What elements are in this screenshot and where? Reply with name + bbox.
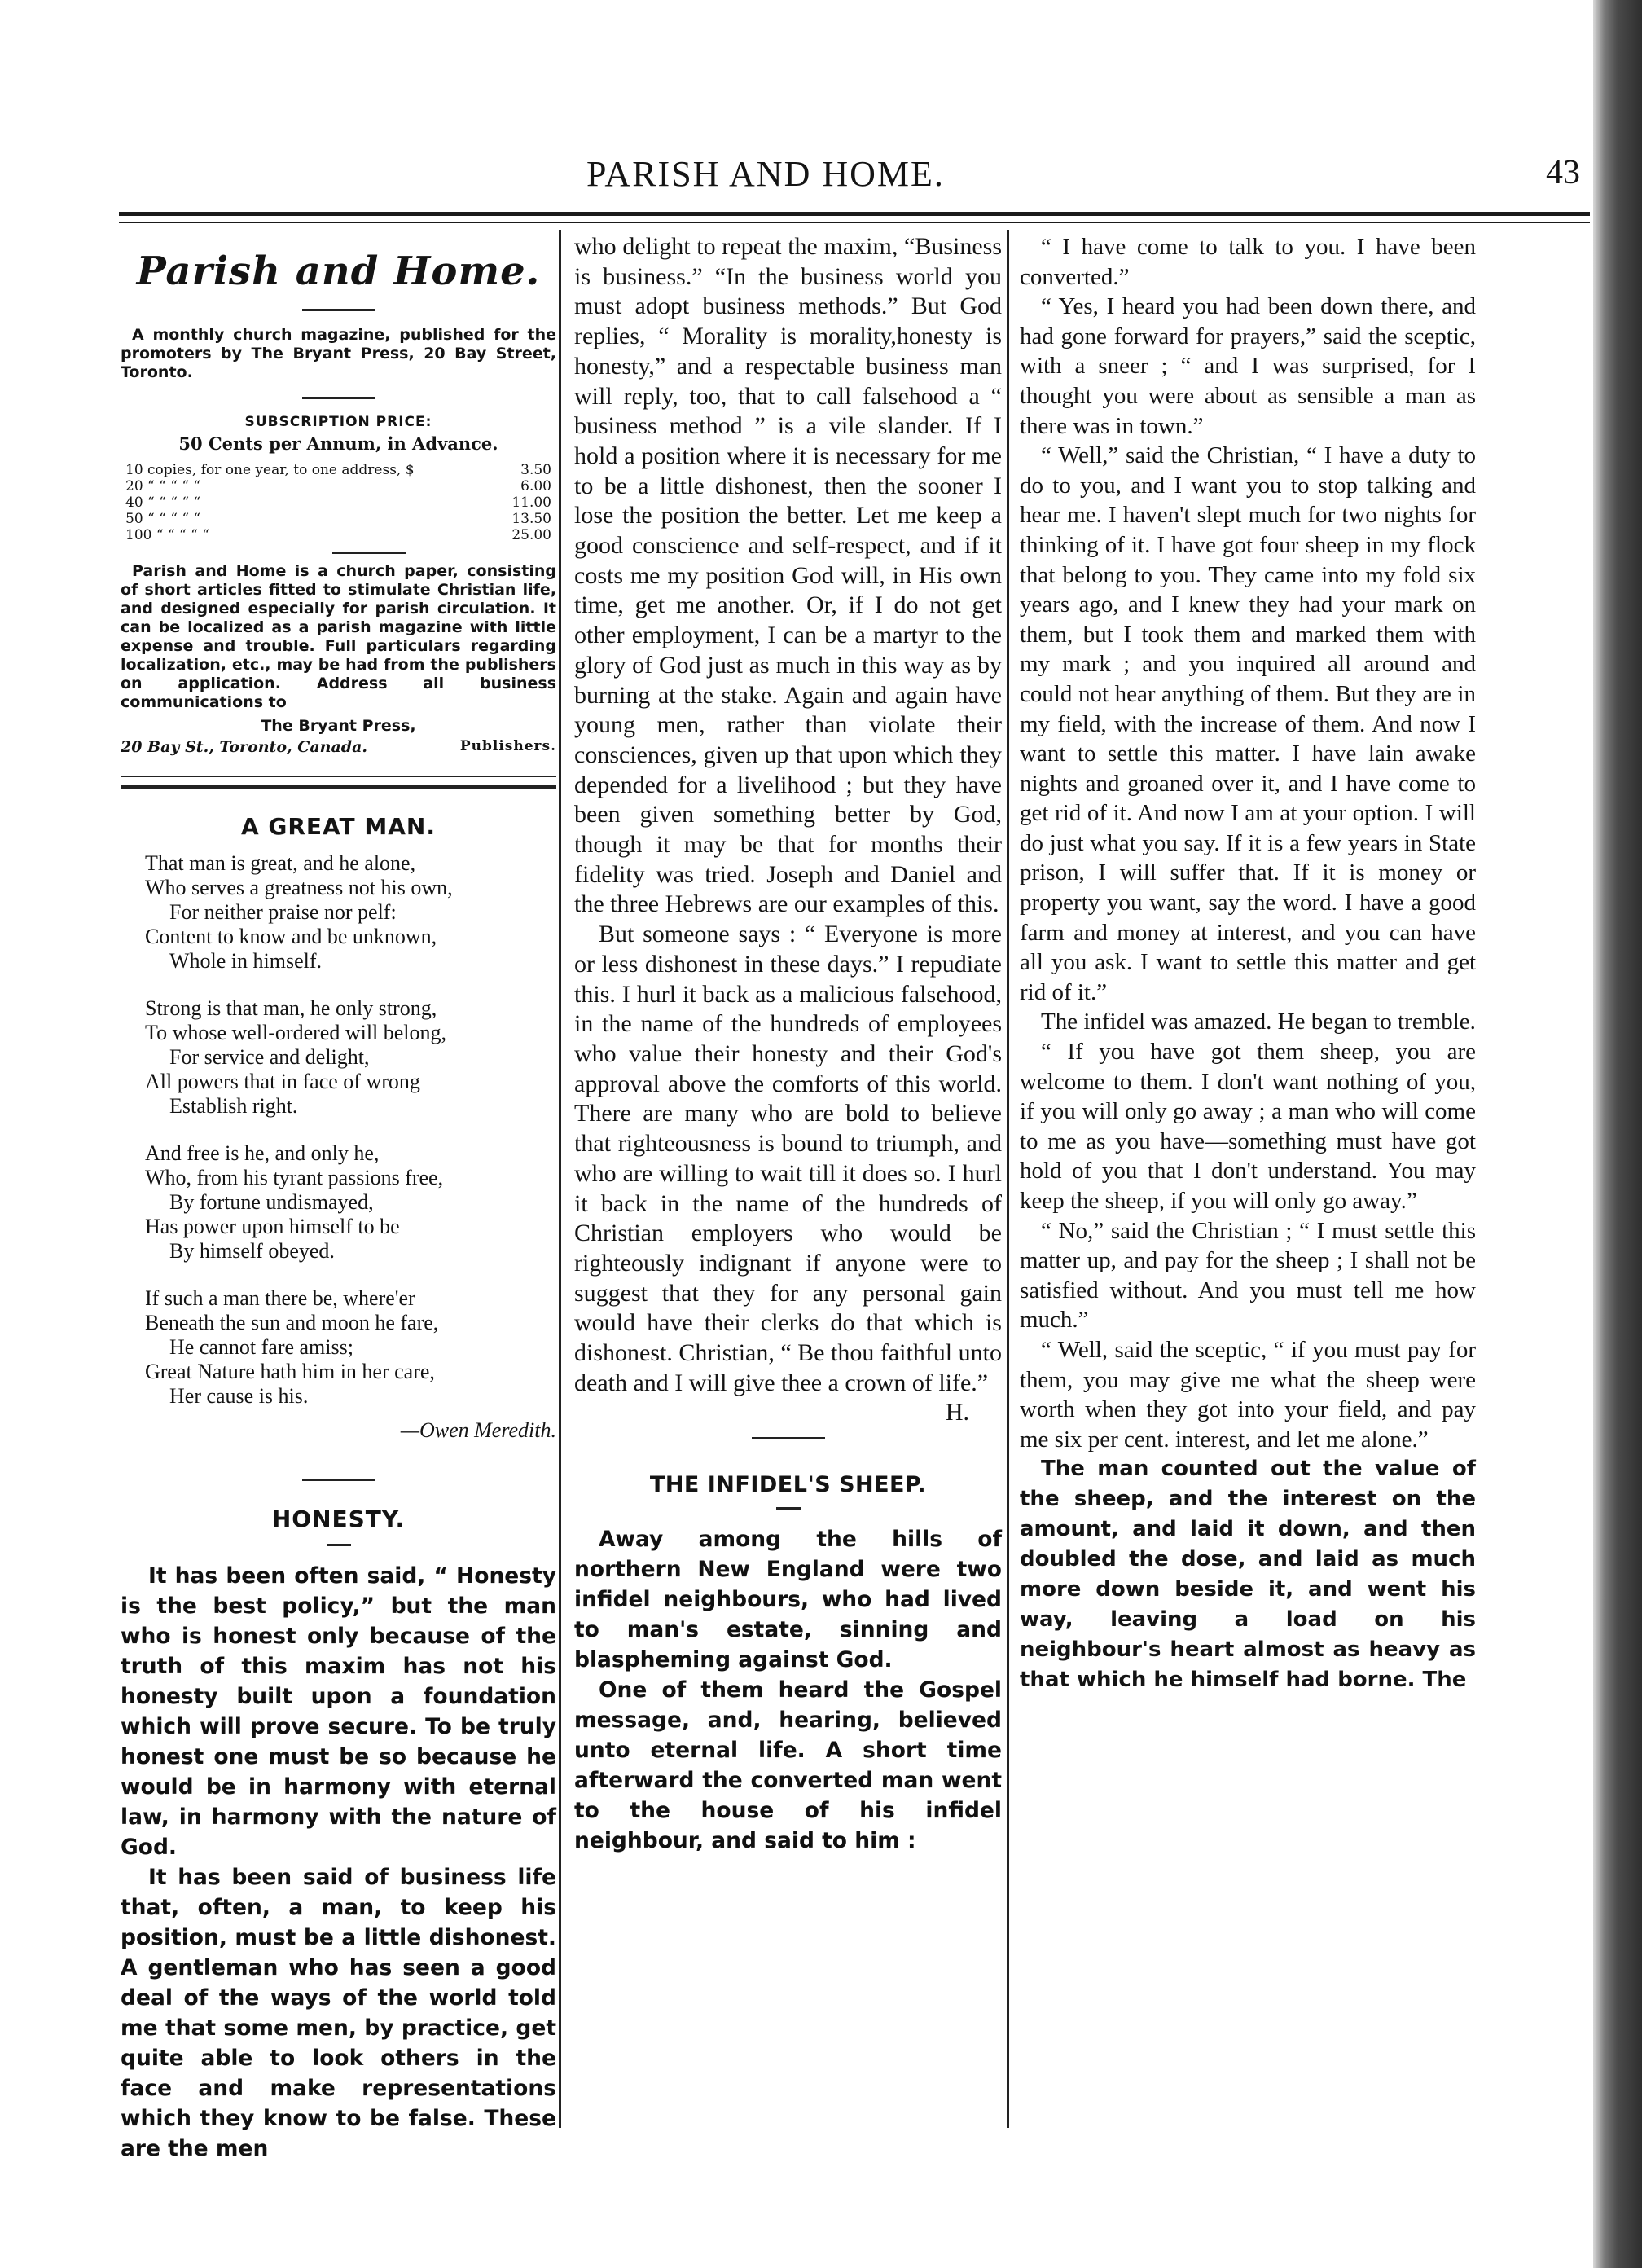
honesty-paragraph: It has been said of business life that, often, a man, to keep his position, must be a little dishonest. A gentleman who has seen a good deal of the ways of the world told me that some men, by practice, get quite able to look others in the face and make representations which they know to be false. These are the men <box>121 1865 556 2161</box>
poem-line: By fortune undismayed, <box>169 1190 374 1214</box>
rate-copies: 50 “ “ “ “ “ <box>125 511 201 527</box>
rate-price: 13.50 <box>511 511 551 527</box>
rate-copies: 20 “ “ “ “ “ <box>125 478 201 494</box>
table-row <box>121 462 556 478</box>
table-row <box>121 478 556 494</box>
body-paragraph: The infidel was amazed. He began to tremble. <box>1041 1009 1476 1035</box>
section-divider <box>121 776 556 789</box>
rate-price: 25.00 <box>511 527 551 543</box>
rate-copies: 10 copies, for one year, to one address, $ <box>125 462 415 478</box>
body-paragraph: “ If you have got them sheep, you are welcome to them. I don't want nothing of you, if you will only go away ; a man who will come to me as you have—something must have got hold of you that I don't understand. You may keep the sheep, if you will only go away.” <box>1020 1039 1476 1214</box>
rates-table <box>121 462 556 543</box>
poem-body <box>145 851 556 1443</box>
table-row <box>121 494 556 511</box>
masthead-title: Parish and Home. <box>136 248 541 294</box>
body-paragraph: “ Well, said the sceptic, “ if you must pay for them, you may give me what the sheep were worth when they got into your field, and pay me six per cent. interest, and let me alone.” <box>1020 1336 1476 1453</box>
body-paragraph: “ I have come to talk to you. I have been converted.” <box>1020 234 1476 290</box>
poem-title: A GREAT MAN. <box>240 813 437 840</box>
poem-line: Content to know and be unknown, <box>145 925 437 948</box>
column-divider <box>559 230 561 2128</box>
poem-line: That man is great, and he alone, <box>145 851 416 875</box>
poem-line: If such a man there be, where'er <box>145 1286 415 1310</box>
poem-line: Great Nature hath him in her care, <box>145 1360 435 1383</box>
divider <box>302 1479 375 1481</box>
divider <box>752 1437 825 1439</box>
running-title: PARISH AND HOME. <box>586 154 945 194</box>
body-paragraph: The man counted out the value of the sheep, and the interest on the amount, and laid it down, and then doubled the dose, and laid as much more down beside it, and went his way, leaving a load on his neighbour's heart almost as heavy as that which he himself had borne. The <box>1020 1457 1476 1693</box>
divider <box>327 1544 351 1546</box>
body-paragraph: “ Yes, I heard you had been down there, and had gone forward for prayers,” said the sceptic, with a sneer ; “ and I was surprised, for I thought you were about as sensible a man as there was in town.” <box>1020 293 1476 439</box>
table-row <box>121 527 556 543</box>
body-paragraph: “ No,” said the Christian ; “ I must settle this matter up, and pay for the sheep ; I shall not be satisfied without. And you must tell me how much.” <box>1020 1217 1476 1334</box>
page-header <box>114 153 1580 202</box>
divider <box>302 309 375 311</box>
poem-line: Establish right. <box>169 1094 298 1118</box>
book-spine-edge <box>1593 0 1642 2268</box>
body-text: But someone says : “ Everyone is more or less dishonest in these days.” I repudiate this. I hurl it back as a malicious falsehood, in the name of the hundreds of employees who value their honesty and their God's approval above the comforts of this world. There are many who are bold to believe that righteousness is bound to triumph, and who are willing to wait till it does so. I hurl it back in the name of the hundreds of Christian employers who would be righteously indignant if anyone were to suggest that they for any personal gain would have their clerks do that which is dishonest. Christian, “ Be thou faithful unto death and I will give thee a crown of life.” <box>574 921 1002 1396</box>
poem-line: He cannot fare amiss; <box>169 1335 353 1359</box>
masthead-intro: A monthly church magazine, published for the promoters by The Bryant Press, 20 Bay Street, Toronto. <box>121 326 556 381</box>
header-rule <box>119 212 1590 223</box>
body-paragraph: “ Well,” said the Christian, “ I have a duty to do to you, and I want you to stop talking and hear me. I haven't slept much for two nights for thinking of it. I have got four sheep in my flock that belong to you. They came into my fold six years ago, and I knew they had your mark on them, but I took them and marked them with my mark ; and you inquired all around and could not hear anything of them. But they are in my field, with the increase of them. And now I want to settle this matter. I have lain awake nights and groaned over it, and I have come to get rid of it. And now I am at your option. I will do just what you say. If it is a few years in State prison, I will suffer that. If it is money or property you want, say the word. I have a good farm and money at interest, and you can have all you ask. I want to settle this matter and get rid of it.” <box>1020 442 1476 1005</box>
poem-line: And free is he, and only he, <box>145 1141 380 1165</box>
column-1 <box>121 232 556 2161</box>
divider <box>776 1507 801 1510</box>
poem-line: Whole in himself. <box>169 949 323 973</box>
body-paragraph: Away among the hills of northern New England were two infidel neighbours, who had lived to man's estate, sinning and blaspheming against God. <box>574 1527 1002 1673</box>
table-row <box>121 511 556 527</box>
poem-line: Strong is that man, he only strong, <box>145 996 437 1020</box>
honesty-article <box>121 1561 556 2164</box>
poem-stanza <box>145 851 556 974</box>
publisher-name: The Bryant Press, <box>261 717 416 735</box>
poem-line: Has power upon himself to be <box>145 1215 400 1238</box>
publisher-address-line <box>121 738 556 756</box>
divider <box>302 397 375 399</box>
publishers-label: Publishers. <box>459 738 556 754</box>
column-3 <box>1020 232 1476 2130</box>
poem-line: Her cause is his. <box>169 1384 309 1408</box>
column-2 <box>574 232 1002 2130</box>
poem-line: By himself obeyed. <box>169 1239 335 1263</box>
honesty-continued <box>574 232 1002 1426</box>
poem-line: Who, from his tyrant passions free, <box>145 1166 444 1189</box>
divider <box>332 552 406 554</box>
subscription-price: 50 Cents per Annum, in Advance. <box>178 433 498 454</box>
masthead-description: Parish and Home is a church paper, consisting of short articles fitted to stimulate Christian life, and designed especially for parish circulation. It can be localized as a parish magazine with little expense and trouble. Full particulars regarding localization, etc., may be had from the publishers on application. Address all business communications to <box>121 562 556 711</box>
page-number: 43 <box>1546 154 1580 191</box>
poem-line: For service and delight, <box>169 1045 370 1069</box>
poem-author: —Owen Meredith. <box>400 1418 556 1442</box>
poem-stanza <box>145 996 556 1119</box>
publisher-address: 20 Bay St., Toronto, Canada. <box>121 738 367 756</box>
poem-line: To whose well-ordered will belong, <box>145 1021 447 1044</box>
rate-price: 11.00 <box>511 494 551 511</box>
body-paragraph: who delight to repeat the maxim, “Business is business.” “In the business world you must adopt business methods.” But God replies, “ Morality is morality,honesty is honesty,” and a respectable business man will reply, too, that to call falsehood a “ business method ” is a vile slander. If I hold a position where it is necessary for me to be a little dishonest, then the sooner I lose the position the better. Let me keep a good conscience and self-respect, and if it costs me my position God will, in His own time, get me another. Or, if I do not get other employment, I can be a martyr to the glory of God just as much in this way as by burning at the stake. Again and again have young men, rather than violate their consciences, given up that upon which they depended for a livelihood ; but they have been given something better by God, though it may be that for months their fidelity was tried. Joseph and Daniel and the three Hebrews are our examples of this. <box>574 233 1002 918</box>
rate-copies: 100 “ “ “ “ “ <box>125 527 209 543</box>
rate-price: 3.50 <box>520 462 551 478</box>
subscription-label: SUBSCRIPTION PRICE: <box>244 414 432 430</box>
column-divider <box>1007 230 1009 2128</box>
honesty-paragraph: It has been often said, “ Honesty is the best policy,” but the man who is honest only because of the truth of this maxim has not his honesty built upon a foundation which will prove secure. To be truly honest one must be so because he would be in harmony with eternal law, in harmony with the nature of God. <box>121 1563 556 1860</box>
signoff: H. <box>945 1399 969 1426</box>
body-paragraph: One of them heard the Gospel message, and, hearing, believed unto eternal life. A short time afterward the converted man went to the house of his infidel neighbour, and said to him : <box>574 1677 1002 1854</box>
honesty-title: HONESTY. <box>271 1505 406 1532</box>
poem-line: Beneath the sun and moon he fare, <box>145 1311 439 1334</box>
rate-copies: 40 “ “ “ “ “ <box>125 494 201 511</box>
poem-line: For neither praise nor pelf: <box>169 900 397 924</box>
poem-line: All powers that in face of wrong <box>145 1070 420 1093</box>
infidel-article <box>574 1524 1002 1856</box>
body-paragraph <box>574 920 1002 1426</box>
poem-stanza <box>145 1141 556 1264</box>
poem-line: Who serves a greatness not his own, <box>145 876 453 899</box>
infidel-title: THE INFIDEL'S SHEEP. <box>649 1472 927 1498</box>
poem-stanza <box>145 1286 556 1409</box>
rate-price: 6.00 <box>520 478 551 494</box>
